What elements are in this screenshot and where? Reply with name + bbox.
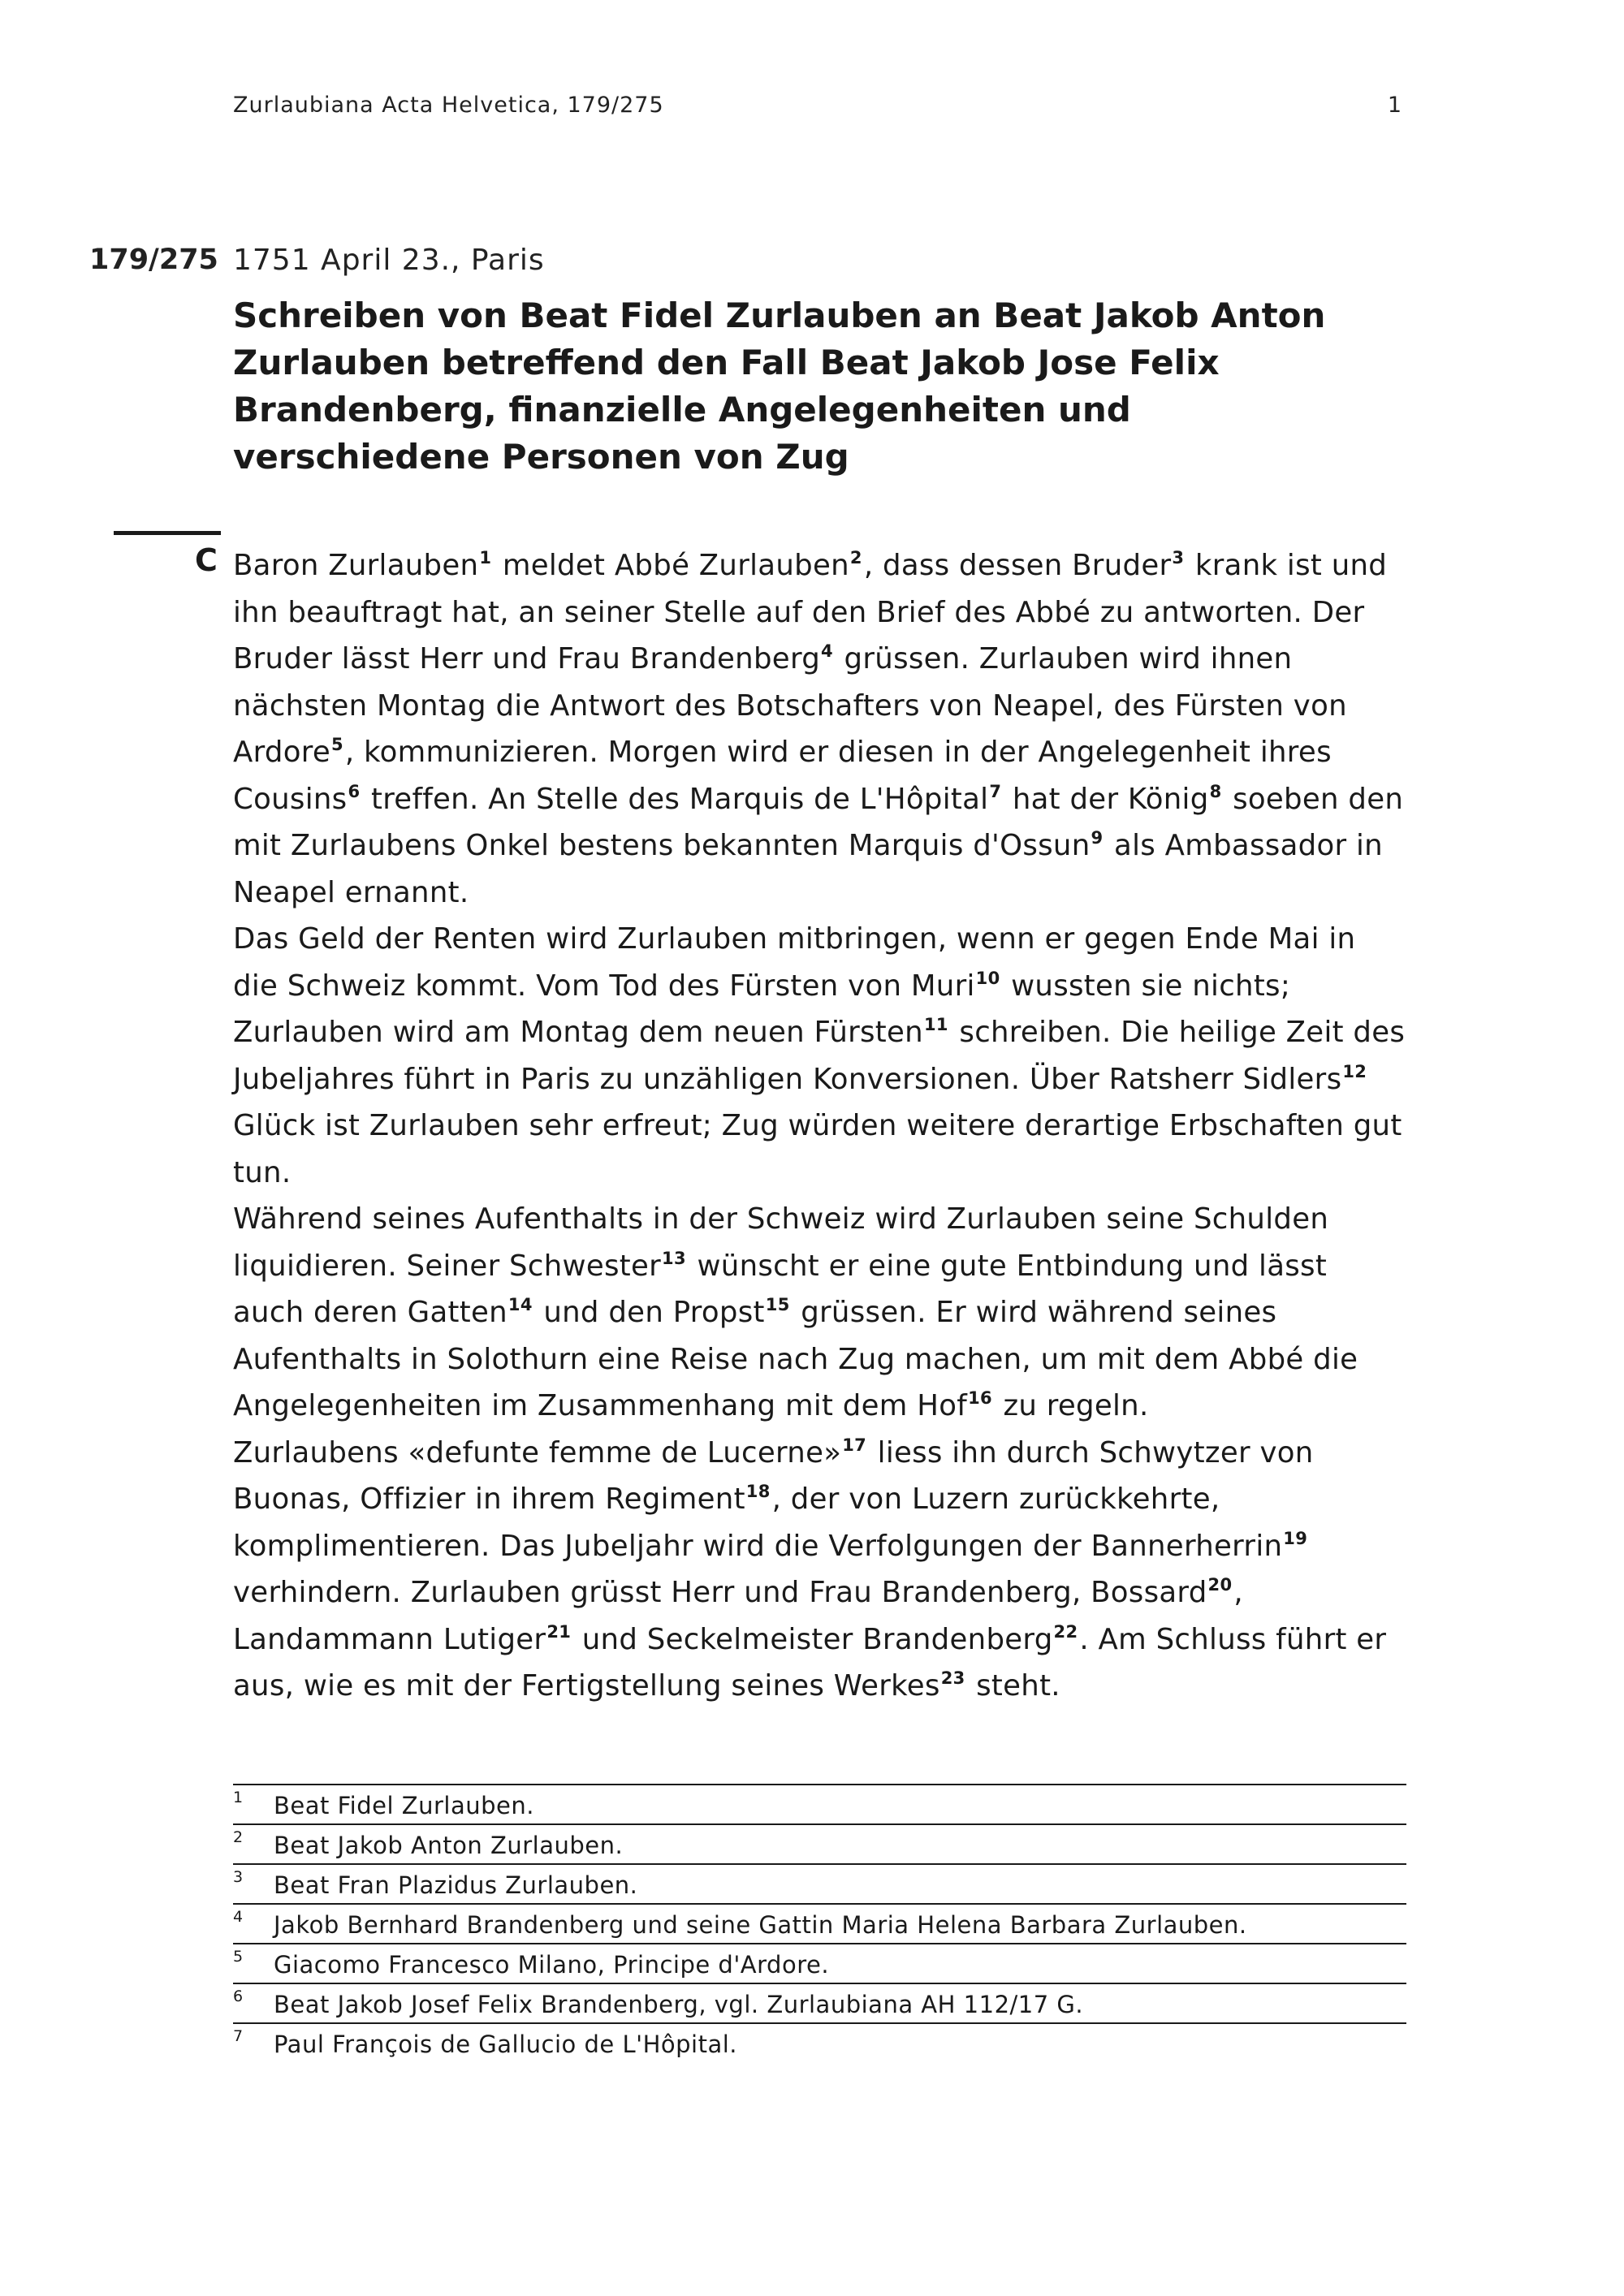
running-header	[233, 93, 1402, 128]
text-run: und den Propst	[533, 1296, 765, 1329]
text-run: liess ihn durch Schwytzer von Buonas, Offizier in ihrem Regiment	[233, 1435, 1314, 1516]
footnote-text: Beat Jakob Anton Zurlauben.	[274, 1832, 624, 1859]
entry-category-marker: C	[195, 542, 218, 578]
page-number: 1	[1387, 93, 1402, 118]
abstract	[233, 542, 1406, 1710]
footnote-text: Giacomo Francesco Milano, Principe d'Ardore.	[274, 1951, 830, 1979]
footnote-reference: 20	[1207, 1575, 1233, 1595]
footnote-number: 1	[233, 1789, 244, 1806]
footnote-reference: 11	[923, 1015, 948, 1034]
running-header-title: Zurlaubiana Acta Helvetica, 179/275	[233, 93, 664, 118]
abstract-paragraph-3	[233, 1196, 1406, 1430]
abstract-paragraph-4	[233, 1430, 1406, 1710]
footnote-reference: 14	[508, 1295, 533, 1314]
footnote-reference: 9	[1091, 828, 1104, 848]
footnote	[233, 2024, 1406, 2062]
text-run: , dass dessen Bruder	[863, 549, 1172, 582]
footnote	[233, 1785, 1406, 1825]
footnote	[233, 1905, 1406, 1944]
footnote-number: 4	[233, 1908, 244, 1926]
text-run: steht.	[966, 1669, 1060, 1703]
footnote-number: 3	[233, 1868, 244, 1886]
text-run: schreiben. Die heilige Zeit des Jubeljahres führt in Paris zu unzähligen Konversionen. Über Ratsherr Sidlers	[233, 1016, 1406, 1096]
text-run: , Landammann Lutiger	[233, 1576, 1243, 1656]
text-run: Glück ist Zurlauben sehr erfreut; Zug würden weitere derartige Erbschaften gut tun.	[233, 1109, 1402, 1189]
footnote-number: 5	[233, 1948, 244, 1966]
abstract-paragraph-2	[233, 916, 1406, 1196]
text-run: zu regeln.	[993, 1389, 1149, 1422]
footnote-reference: 21	[546, 1621, 572, 1642]
text-run: als Ambassador in Neapel ernannt.	[233, 829, 1383, 909]
text-run: Baron Zurlauben	[233, 549, 479, 582]
text-run: und Seckelmeister Brandenberg	[572, 1622, 1053, 1656]
footnote-reference: 18	[745, 1482, 771, 1501]
abstract-paragraph-1	[233, 542, 1406, 916]
footnote-text: Beat Fidel Zurlauben.	[274, 1792, 534, 1819]
footnote-reference: 13	[662, 1248, 686, 1268]
footnote-text: Beat Jakob Josef Felix Brandenberg, vgl. Zurlaubiana AH 112/17 G.	[274, 1991, 1084, 2018]
text-run: wünscht er eine gute Entbindung und lässt auch deren Gatten	[233, 1249, 1328, 1329]
footnote-reference: 12	[1342, 1061, 1367, 1081]
text-run: verhindern. Zurlauben grüsst Herr und Frau Brandenberg, Bossard	[233, 1576, 1207, 1609]
entry-number: 179/275	[89, 244, 218, 276]
footnote-text: Paul François de Gallucio de L'Hôpital.	[274, 2031, 738, 2058]
text-run: meldet Abbé Zurlauben	[493, 549, 849, 582]
footnote-reference: 3	[1172, 548, 1185, 568]
footnote-reference: 6	[348, 781, 361, 801]
footnote-reference: 19	[1283, 1528, 1308, 1548]
footnote-reference: 8	[1209, 781, 1222, 801]
entry-separator-rule	[114, 531, 221, 535]
footnote-reference: 7	[989, 781, 1002, 801]
text-run: wussten sie nichts; Zurlauben wird am Montag dem neuen Fürsten	[233, 969, 1291, 1049]
footnotes	[233, 1784, 1406, 2062]
text-run: krank ist und ihn beauftragt hat, an seiner Stelle auf den Brief des Abbé zu antworten. Der Bruder lässt Herr und Frau Brandenberg	[233, 549, 1388, 675]
footnote-reference: 16	[968, 1388, 992, 1408]
text-run: . Am Schluss führt er aus, wie es mit der Fertigstellung seines Werkes	[233, 1622, 1387, 1703]
footnote	[233, 1944, 1406, 1984]
footnote-reference: 5	[330, 735, 343, 754]
text-run: grüssen. Zurlauben wird ihnen nächsten Montag die Antwort des Botschafters von Neapel, des Fürsten von Ardore	[233, 642, 1347, 769]
footnote-text: Jakob Bernhard Brandenberg und seine Gattin Maria Helena Barbara Zurlauben.	[274, 1911, 1247, 1939]
footnote	[233, 1865, 1406, 1905]
footnote-number: 7	[233, 2027, 244, 2045]
footnote-number: 6	[233, 1987, 244, 2005]
text-run: grüssen. Er wird während seines Aufenthalts in Solothurn eine Reise nach Zug machen, um mit dem Abbé die Angelegenheiten im Zusammenhang mit dem Hof	[233, 1296, 1358, 1422]
text-run: treffen. An Stelle des Marquis de L'Hôpital	[361, 782, 989, 816]
footnote-reference: 23	[940, 1668, 965, 1688]
footnote-number: 2	[233, 1828, 244, 1846]
footnote-reference: 4	[821, 641, 833, 661]
footnote-reference: 17	[842, 1435, 867, 1455]
footnote-reference: 15	[765, 1295, 790, 1314]
text-run: Das Geld der Renten wird Zurlauben mitbringen, wenn er gegen Ende Mai in die Schweiz kommt. Vom Tod des Fürsten von Muri	[233, 922, 1356, 1003]
footnote-text: Beat Fran Plazidus Zurlauben.	[274, 1871, 638, 1899]
text-run: Während seines Aufenthalts in der Schweiz wird Zurlauben seine Schulden liquidieren. Seiner Schwester	[233, 1202, 1329, 1283]
footnote	[233, 1825, 1406, 1865]
text-run: hat der König	[1003, 782, 1209, 816]
text-run: soeben den mit Zurlaubens Onkel bestens bekannten Marquis d'Ossun	[233, 782, 1404, 862]
footnote-reference: 1	[479, 548, 492, 568]
footnote-reference: 2	[849, 548, 862, 568]
entry-date: 1751 April 23., Paris	[233, 244, 545, 277]
entry-title: Schreiben von Beat Fidel Zurlauben an Beat Jakob Anton Zurlauben betreffend den Fall Beat Jakob Jose Felix Brandenberg, finanzielle Angelegenheiten und verschiedene Personen von Zug	[233, 296, 1326, 477]
text-run: , der von Luzern zurückkehrte, komplimentieren. Das Jubeljahr wird die Verfolgungen der Bannerherrin	[233, 1482, 1283, 1563]
text-run: , kommunizieren. Morgen wird er diesen in der Angelegenheit ihres Cousins	[233, 736, 1332, 816]
footnote	[233, 1984, 1406, 2024]
footnote-reference: 10	[975, 968, 1000, 988]
footnote-reference: 22	[1053, 1621, 1078, 1642]
text-run: Zurlaubens «defunte femme de Lucerne»	[233, 1435, 842, 1470]
